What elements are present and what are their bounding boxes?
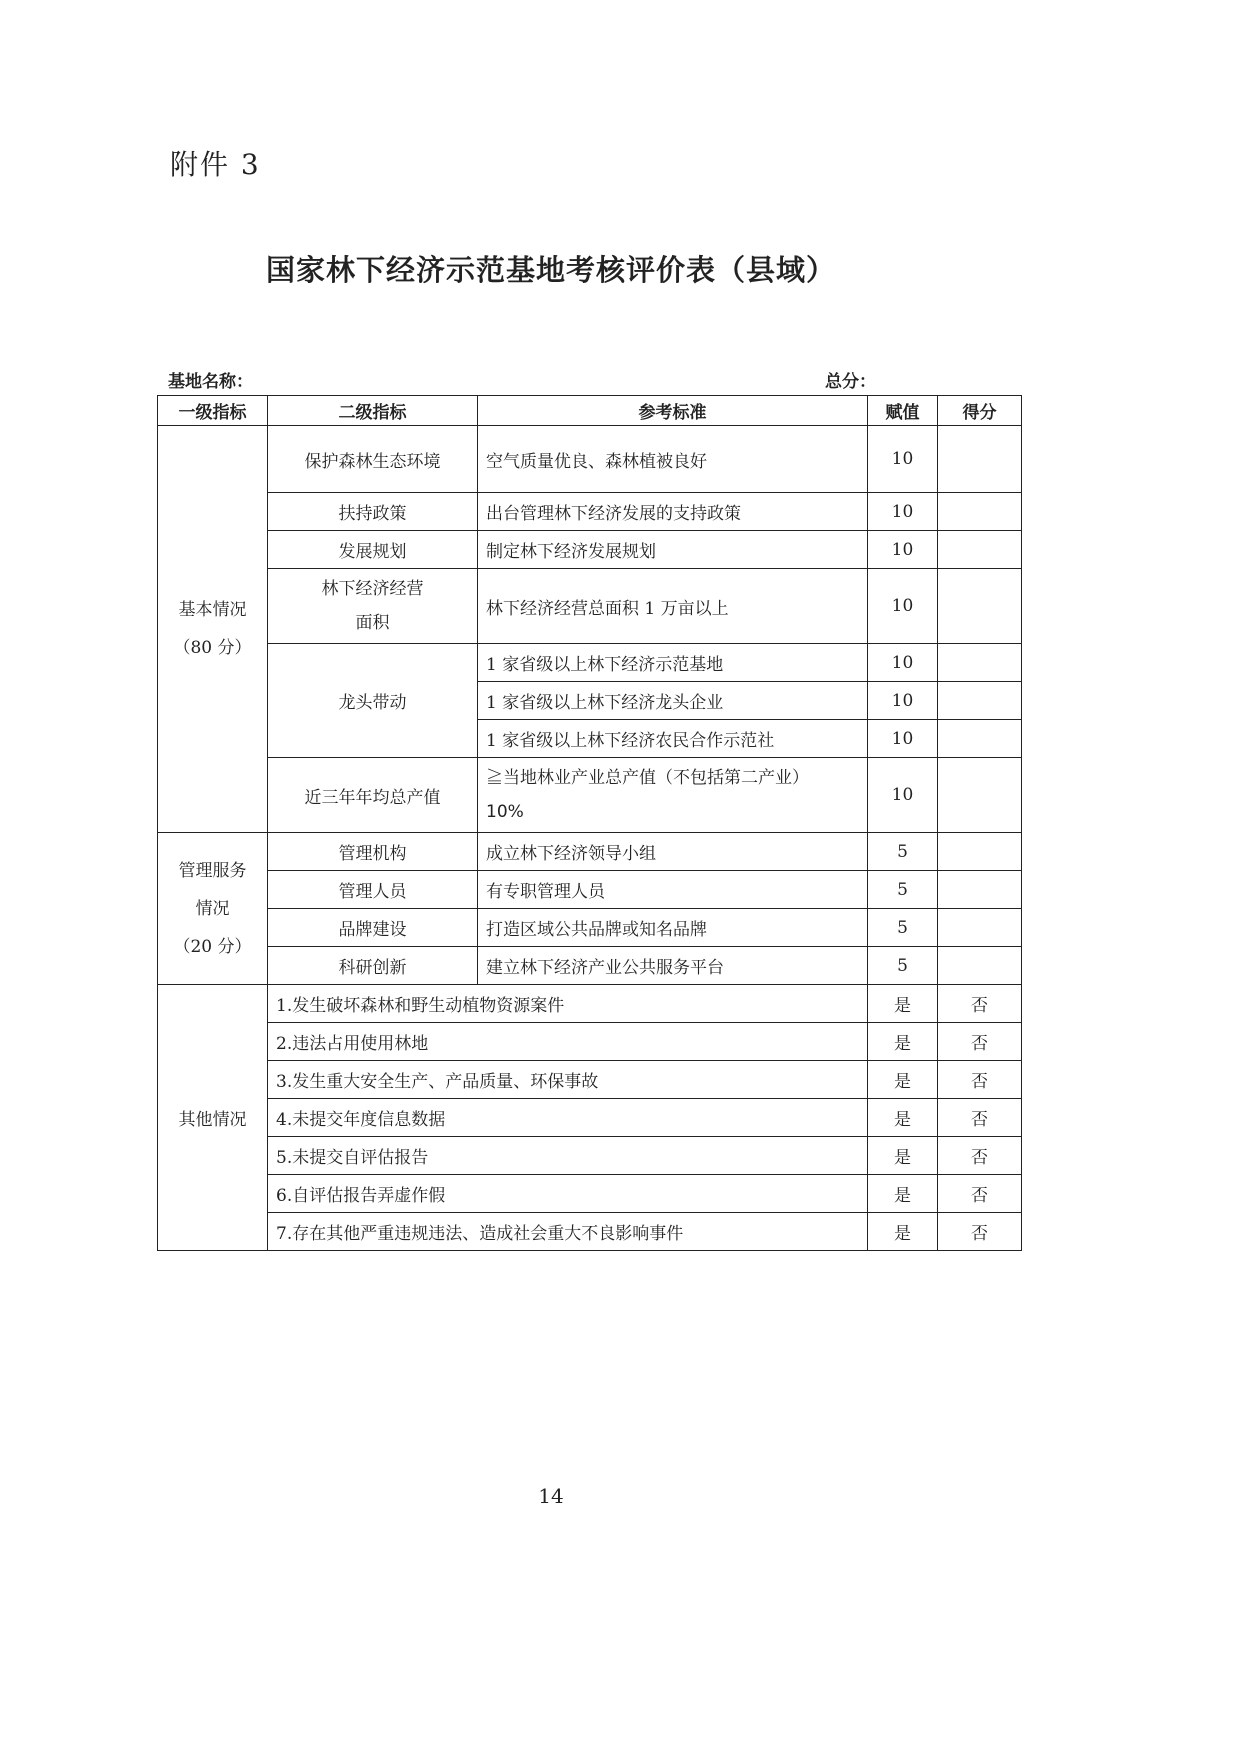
table-row <box>158 1061 1022 1099</box>
score-cell[interactable] <box>938 644 1022 682</box>
yes-option[interactable]: 是 <box>868 1061 938 1099</box>
value-cell: 10 <box>868 720 938 758</box>
table-row <box>158 426 1022 493</box>
yes-option[interactable]: 是 <box>868 1137 938 1175</box>
no-option[interactable]: 否 <box>938 1213 1022 1251</box>
table-row <box>158 1023 1022 1061</box>
other-item: 3.发生重大安全生产、产品质量、环保事故 <box>268 1061 868 1099</box>
section-points: （20 分） <box>173 936 252 957</box>
value-cell: 10 <box>868 644 938 682</box>
table-row <box>158 871 1022 909</box>
section-basic <box>158 426 268 833</box>
table-row <box>158 833 1022 871</box>
base-name-label: 基地名称： <box>168 372 253 392</box>
score-cell[interactable] <box>938 947 1022 985</box>
evaluation-table <box>157 395 1022 1251</box>
score-cell[interactable] <box>938 493 1022 531</box>
value-cell: 10 <box>868 426 938 493</box>
other-item: 4.未提交年度信息数据 <box>268 1099 868 1137</box>
table-row <box>158 569 1022 644</box>
table-row <box>158 1137 1022 1175</box>
header-score: 得分 <box>938 396 1022 426</box>
value-cell: 10 <box>868 569 938 644</box>
value-cell: 5 <box>868 947 938 985</box>
standard-cell: 1 家省级以上林下经济示范基地 <box>478 644 868 682</box>
standard-cell: 制定林下经济发展规划 <box>478 531 868 569</box>
section-name: 管理服务 <box>178 860 247 881</box>
indicator-cell: 扶持政策 <box>268 493 478 531</box>
other-item: 1.发生破坏森林和野生动植物资源案件 <box>268 985 868 1023</box>
yes-option[interactable]: 是 <box>868 985 938 1023</box>
section-management <box>158 833 268 985</box>
value-cell: 10 <box>868 493 938 531</box>
value-cell: 5 <box>868 833 938 871</box>
standard-cell <box>478 758 868 833</box>
table-row <box>158 531 1022 569</box>
header-level2: 二级指标 <box>268 396 478 426</box>
score-cell[interactable] <box>938 682 1022 720</box>
score-cell[interactable] <box>938 531 1022 569</box>
header-level1: 一级指标 <box>158 396 268 426</box>
page-title: 国家林下经济示范基地考核评价表（县域） <box>265 253 836 287</box>
standard-cell: 成立林下经济领导小组 <box>478 833 868 871</box>
yes-option[interactable]: 是 <box>868 1175 938 1213</box>
value-cell: 10 <box>868 758 938 833</box>
header-standard: 参考标准 <box>478 396 868 426</box>
other-item: 5.未提交自评估报告 <box>268 1137 868 1175</box>
score-cell[interactable] <box>938 426 1022 493</box>
other-item: 6.自评估报告弄虚作假 <box>268 1175 868 1213</box>
other-item: 7.存在其他严重违规违法、造成社会重大不良影响事件 <box>268 1213 868 1251</box>
indicator-cell: 品牌建设 <box>268 909 478 947</box>
indicator-cell: 发展规划 <box>268 531 478 569</box>
standard-cell: 空气质量优良、森林植被良好 <box>478 426 868 493</box>
table-header-row <box>158 396 1022 426</box>
no-option[interactable]: 否 <box>938 1175 1022 1213</box>
value-cell: 5 <box>868 871 938 909</box>
indicator-cell <box>268 569 478 644</box>
no-option[interactable]: 否 <box>938 985 1022 1023</box>
indicator-cell: 管理人员 <box>268 871 478 909</box>
table-row <box>158 493 1022 531</box>
table-row <box>158 985 1022 1023</box>
score-cell[interactable] <box>938 833 1022 871</box>
section-name: 基本情况 <box>178 600 247 620</box>
indicator-cell: 科研创新 <box>268 947 478 985</box>
no-option[interactable]: 否 <box>938 1061 1022 1099</box>
indicator-line: 林下经济经营 <box>321 579 424 599</box>
yes-option[interactable]: 是 <box>868 1023 938 1061</box>
standard-cell: 有专职管理人员 <box>478 871 868 909</box>
standard-cell: 出台管理林下经济发展的支持政策 <box>478 493 868 531</box>
page-number: 14 <box>538 1484 564 1508</box>
indicator-cell: 龙头带动 <box>268 644 478 758</box>
value-cell: 10 <box>868 682 938 720</box>
table-row <box>158 1213 1022 1251</box>
total-score-label: 总分： <box>825 372 876 392</box>
no-option[interactable]: 否 <box>938 1137 1022 1175</box>
score-cell[interactable] <box>938 871 1022 909</box>
value-cell: 10 <box>868 531 938 569</box>
table-row <box>158 909 1022 947</box>
table-row <box>158 644 1022 682</box>
standard-line: ≧当地林业产业总产值（不包括第二产业） <box>486 768 809 788</box>
attachment-label: 附件 3 <box>170 148 261 181</box>
section-other: 其他情况 <box>158 985 268 1251</box>
section-points: （80 分） <box>173 638 252 658</box>
yes-option[interactable]: 是 <box>868 1213 938 1251</box>
indicator-line: 面积 <box>355 613 390 633</box>
other-item: 2.违法占用使用林地 <box>268 1023 868 1061</box>
indicator-cell: 管理机构 <box>268 833 478 871</box>
table-row <box>158 1175 1022 1213</box>
standard-cell: 林下经济经营总面积 1 万亩以上 <box>478 569 868 644</box>
header-value: 赋值 <box>868 396 938 426</box>
score-cell[interactable] <box>938 569 1022 644</box>
no-option[interactable]: 否 <box>938 1023 1022 1061</box>
standard-cell: 打造区域公共品牌或知名品牌 <box>478 909 868 947</box>
standard-cell: 1 家省级以上林下经济农民合作示范社 <box>478 720 868 758</box>
score-cell[interactable] <box>938 720 1022 758</box>
indicator-cell: 近三年年均总产值 <box>268 758 478 833</box>
score-cell[interactable] <box>938 758 1022 833</box>
score-cell[interactable] <box>938 909 1022 947</box>
table-row <box>158 1099 1022 1137</box>
indicator-cell: 保护森林生态环境 <box>268 426 478 493</box>
standard-cell: 1 家省级以上林下经济龙头企业 <box>478 682 868 720</box>
value-cell: 5 <box>868 909 938 947</box>
table-row <box>158 758 1022 833</box>
yes-option[interactable]: 是 <box>868 1099 938 1137</box>
table-row <box>158 947 1022 985</box>
section-name: 情况 <box>195 898 230 919</box>
no-option[interactable]: 否 <box>938 1099 1022 1137</box>
standard-line: 10% <box>486 802 524 822</box>
standard-cell: 建立林下经济产业公共服务平台 <box>478 947 868 985</box>
